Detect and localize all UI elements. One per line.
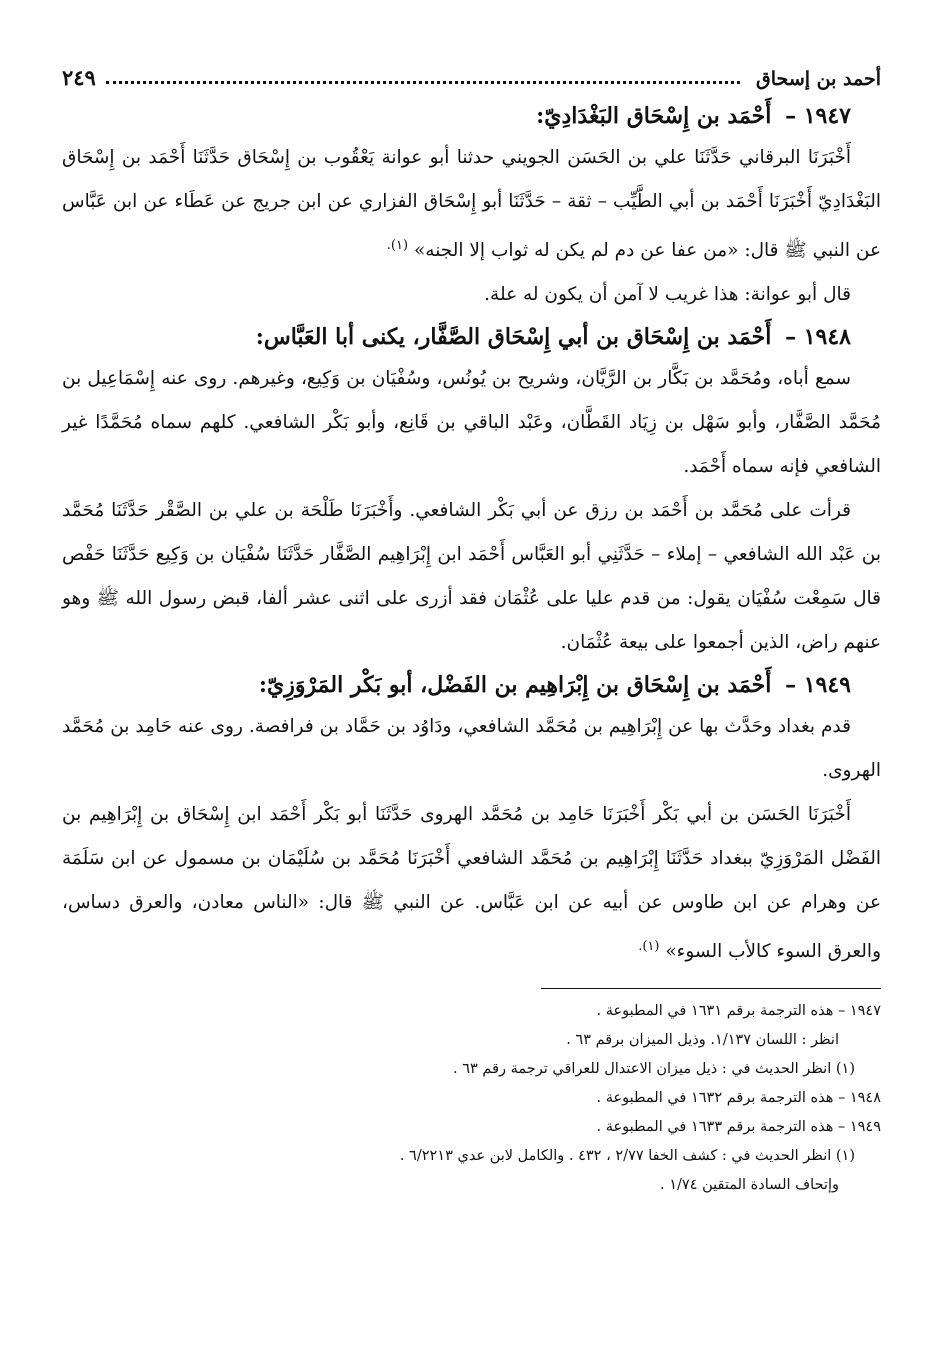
footnote: ١٩٤٧ – هذه الترجمة برقم ١٦٣١ في المطبوعة . <box>596 1003 881 1020</box>
footnote: ١٩٤٩ – هذه الترجمة برقم ١٦٣٣ في المطبوعة . <box>596 1119 881 1136</box>
paragraph-text: قال أبو عوانة: هذا غريب لا آمن أن يكون له علة. <box>484 284 851 306</box>
entry-1949 <box>62 665 881 974</box>
paragraph <box>62 273 881 317</box>
footnote: (١) انظر الحديث في : كشف الخفا ٢/٧٧ ، ٤٣٢ . والكامل لابن عدي ٦/٢٢١٣ . <box>399 1148 855 1165</box>
leader-dots <box>106 81 740 84</box>
paragraph-text: سمع أباه، ومُحَمَّد بن بَكَّار بن الرَّيَّان، وشريح بن يُونُس، وسُفْيَان بن وَكِيع، وغيرهم. روى عنه إِسْمَاعِيل بن مُحَمَّد الصَّفَّار، وأبو سَهْل بن زِيَاد القَطَّان، وعَبْد الباقي بن قَانِع، وأبو بَكْر الشافعي. كلهم سماه مُحَمَّدًا غير الشافعي فإنه سماه أَحْمَد. <box>62 368 881 478</box>
footnote: انظر : اللسان ١/١٣٧. وذيل الميزان برقم ٦٣ . <box>566 1032 839 1049</box>
paragraph <box>62 489 881 665</box>
entry-heading <box>62 317 881 357</box>
footnote-marker: (١). <box>386 238 409 253</box>
entry-heading <box>62 665 881 705</box>
entry-title: أَحْمَد بن إِسْحَاق بن إِبْرَاهِيم بن الفَضْل، أبو بَكْر المَرْوَزِيّ: <box>258 672 772 699</box>
paragraph-text: أَخْبَرَنَا البرقاني حَدَّثَنَا علي بن الحَسَن الجويني حدثنا أبو عوانة يَعْقُوب بن إِسْحَاق حَدَّثَنَا أَحْمَد بن إِسْحَاق البَغْدَادِيّ أَخْبَرَنَا أَحْمَد بن أبي الطَّيِّب – ثقة – حَدَّثَنَا أبو إِسْحَاق الفزاري عن ابن جريج عن عَطَاء عن ابن عَبَّاس عن النبي ﷺ قال: «من عفا عن دم لم يكن له ثواب إلا الجنه» <box>62 147 881 262</box>
paragraph <box>62 793 881 974</box>
paragraph <box>62 357 881 489</box>
paragraph-text: أَخْبَرَنَا الحَسَن بن أبي بَكْر أَخْبَرَنَا حَامِد بن مُحَمَّد الهروى حَدَّثَنَا أبو بَكْر أَحْمَد ابن إِسْحَاق بن إِبْرَاهِيم بن الفَضْل المَرْوَزِيّ ببغداد حَدَّثَنَا إِبْرَاهِيم بن مُحَمَّد الشافعي أَخْبَرَنَا مُحَمَّد بن سُلَيْمَان بن مسمول عن ابن سَلَمَة عن وهرام عن ابن طاوس عن أبيه عن ابن عَبَّاس. عن النبي ﷺ قال: «الناس معادن، والعرق دساس، والعرق السوء كالأب السوء» <box>62 804 881 963</box>
entry-number: ١٩٤٨ – <box>785 324 851 351</box>
entry-number: ١٩٤٧ – <box>785 103 851 129</box>
footnote: وإتحاف السادة المتقين ١/٧٤ . <box>660 1177 839 1194</box>
entry-heading <box>62 96 881 136</box>
paragraph-text: قرأت على مُحَمَّد بن أَحْمَد بن رزق عن أبي بَكْر الشافعي. وأَخْبَرَنَا طَلْحَة بن علي بن الصَّقْر حَدَّثَنَا مُحَمَّد بن عَبْد الله الشافعي – إملاء – حَدَّثَنِي أبو العَبَّاس أَحْمَد ابن إِبْرَاهِيم الصَّفَّار حَدَّثَنَا سُفْيَان بن وَكِيع حَدَّثَنَا حَفْص قال سَمِعْت سُفْيَان يقول: من قدم عليا على عُثْمَان فقد أزرى على اثنى عشر ألفا، قبض رسول الله ﷺ وهو عنهم راض، الذين أجمعوا على بيعة عُثْمَان. <box>62 500 881 654</box>
entry-1948 <box>62 317 881 665</box>
footnote: ١٩٤٨ – هذه الترجمة برقم ١٦٣٢ في المطبوعة . <box>596 1090 881 1107</box>
entry-1947 <box>62 96 881 317</box>
running-header <box>62 44 881 90</box>
footnotes <box>62 997 881 1200</box>
entry-title: أَحْمَد بن إِسْحَاق بن أبي إِسْحَاق الصَّفَّار، يكنى أبا العَبَّاس: <box>255 324 772 351</box>
footnote-marker: (١). <box>638 939 660 955</box>
paragraph-text: قدم بغداد وحَدَّث بها عن إِبْرَاهِيم بن مُحَمَّد الشافعي، ودَاوُد بن حَمَّاد بن فرافصة. روى عنه حَامِد بن مُحَمَّد الهروى. <box>62 716 881 782</box>
entry-number: ١٩٤٩ – <box>785 672 851 699</box>
footnote-divider <box>541 988 881 989</box>
entry-title: أَحْمَد بن إِسْحَاق البَغْدَادِيّ: <box>536 103 772 129</box>
running-title: أحمد بن إسحاق <box>756 68 881 90</box>
page-number: ٢٤٩ <box>62 65 96 90</box>
paragraph <box>62 705 881 793</box>
paragraph <box>62 136 881 273</box>
footnote: (١) انظر الحديث في : ذيل ميزان الاعتدال للعراقي ترجمة رقم ٦٣ . <box>453 1061 855 1078</box>
